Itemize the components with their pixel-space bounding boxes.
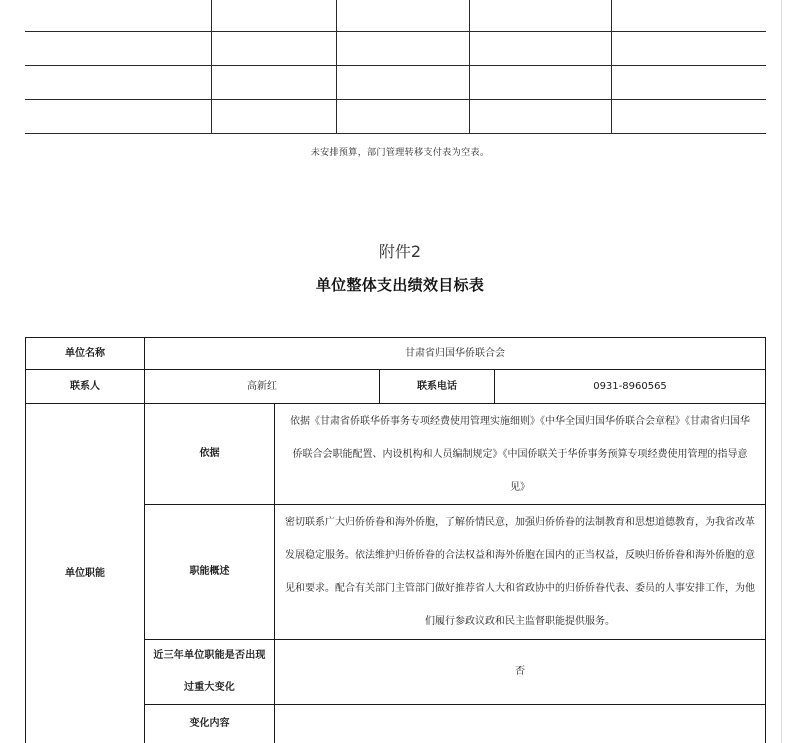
basis-label: 依据	[145, 404, 275, 505]
previous-table	[25, 0, 766, 134]
page-title: 单位整体支出绩效目标表	[315, 276, 485, 294]
previous-table-cell	[470, 100, 612, 134]
previous-table-cell	[25, 100, 212, 134]
basis-text-line: 侨联合会职能配置、内设机构和人员编制规定》《中国侨联关于华侨事务预算专项经费使用管理的指导意	[292, 448, 748, 460]
previous-table-cell	[337, 32, 470, 66]
major-change-label-cell	[145, 640, 275, 705]
overview-text-line: 发展稳定服务。依法维护归侨侨眷的合法权益和海外侨胞在国内的正当权益，反映归侨侨眷和海外侨胞的意	[285, 550, 755, 561]
previous-table-cell	[612, 32, 766, 66]
unit-name-label: 单位名称	[26, 338, 145, 370]
overview-text-line: 见和要求。配合有关部门主管部门做好推荐省人大和省政协中的归侨侨眷代表、委员的人事安排工作，为他	[285, 583, 755, 594]
basis-text-line: 依据《甘肃省侨联华侨事务专项经费使用管理实施细则》《中华全国归国华侨联合会章程》《甘肃省归国华	[290, 415, 750, 427]
basis-text-line: 见》	[510, 481, 530, 493]
performance-goal-table	[25, 337, 766, 743]
major-change-value: 否	[275, 640, 766, 705]
previous-table-cell	[212, 100, 337, 134]
attachment-label: 附件2	[378, 242, 422, 261]
overview-text	[285, 506, 755, 638]
previous-table-cell	[337, 66, 470, 100]
basis-text-cell	[275, 404, 766, 505]
previous-table-cell	[212, 0, 337, 32]
major-change-label: 近三年单位职能是否出现过重大变化	[153, 650, 266, 693]
page-edge	[781, 0, 782, 743]
previous-table-cell	[612, 66, 766, 100]
overview-label: 职能概述	[145, 505, 275, 640]
contact-value: 高新红	[145, 370, 380, 404]
previous-table-cell	[212, 66, 337, 100]
previous-table-cell	[25, 32, 212, 66]
previous-table-cell	[25, 66, 212, 100]
previous-table-cell	[470, 0, 612, 32]
overview-text-line: 密切联系广大归侨侨眷和海外侨胞，了解侨情民意，加强归侨侨眷的法制教育和思想道德教育，为我省改革	[285, 517, 755, 528]
previous-table-cell	[337, 0, 470, 32]
change-content-label: 变化内容	[145, 705, 275, 743]
change-content-value	[275, 705, 766, 743]
previous-table-cell	[470, 32, 612, 66]
contact-label: 联系人	[26, 370, 145, 404]
overview-text-line: 们履行参政议政和民主监督职能提供服务。	[425, 616, 615, 627]
basis-text	[290, 405, 750, 504]
previous-table-cell	[612, 0, 766, 32]
unit-name-value: 甘肃省归国华侨联合会	[145, 338, 766, 370]
phone-value: 0931-8960565	[495, 370, 766, 404]
previous-table-note: 未安排预算，部门管理转移支付表为空表。	[310, 148, 490, 158]
previous-table-cell	[337, 100, 470, 134]
previous-table-cell	[470, 66, 612, 100]
phone-label: 联系电话	[380, 370, 495, 404]
previous-table-cell	[25, 0, 212, 32]
previous-table-cell	[212, 32, 337, 66]
overview-text-cell	[275, 505, 766, 640]
unit-functions-label: 单位职能	[26, 404, 145, 743]
previous-table-cell	[612, 100, 766, 134]
